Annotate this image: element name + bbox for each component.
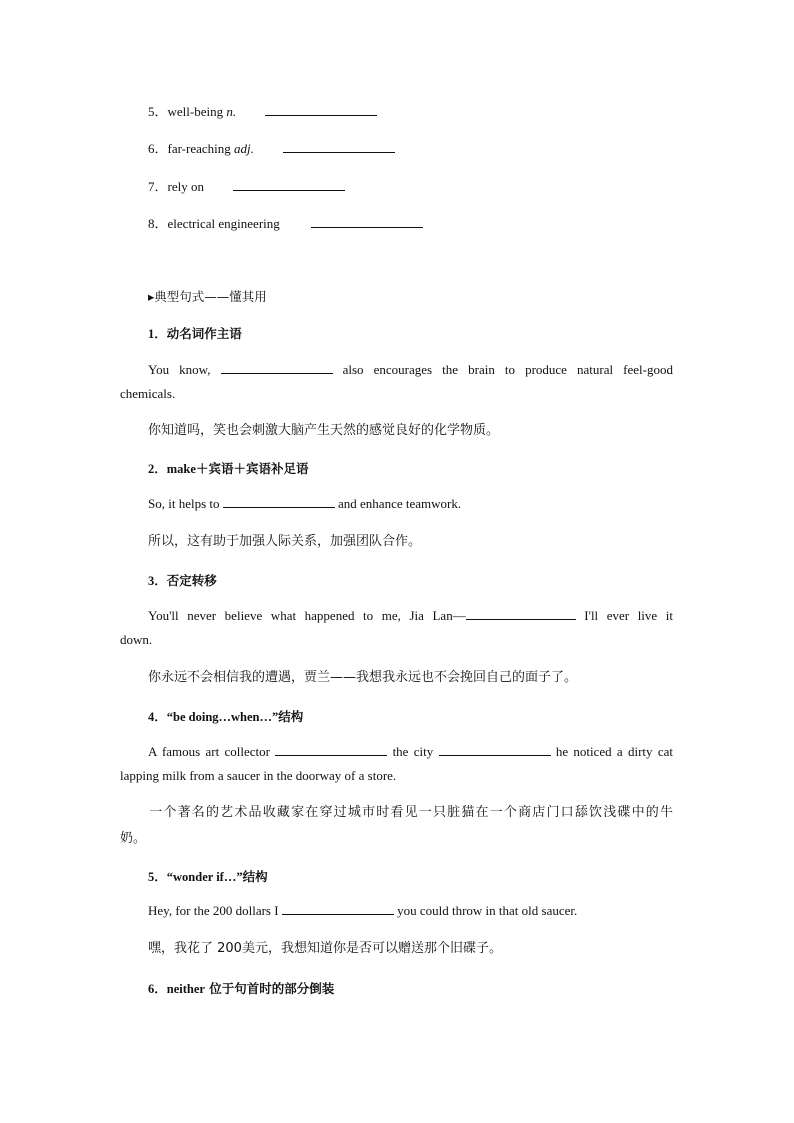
item-title: 动名词作主语: [166, 326, 242, 341]
vocab-number: 6．: [148, 141, 168, 156]
vocab-pos: adj.: [234, 141, 254, 156]
item-heading: [148, 571, 217, 589]
item-number: 6．: [148, 982, 167, 996]
item-title-en: “be doing…when…”: [166, 710, 279, 724]
english-sentence: A famous art collector the city he noticed a dirty cat lapping milk from a saucer in the doorway of a store.: [120, 744, 673, 783]
item-title: 结构: [278, 709, 304, 724]
answer-blank[interactable]: [233, 178, 345, 191]
answer-blank[interactable]: [283, 140, 395, 153]
vocab-word: far-reaching: [167, 141, 231, 156]
item-number: 1．: [148, 327, 167, 341]
vocab-word: well-being: [167, 104, 224, 119]
item-title-en: neither: [166, 982, 205, 996]
chinese-translation: 所以，这有助于加强人际关系，加强团队合作。: [148, 534, 422, 549]
answer-blank[interactable]: [275, 743, 387, 756]
answer-blank[interactable]: [221, 361, 333, 374]
english-sentence: So, it helps to and enhance teamwork.: [148, 496, 462, 511]
vocab-item: [148, 213, 423, 232]
chinese-translation: 嘿，我花了 200美元，我想知道你是否可以赠送那个旧碟子。: [148, 941, 502, 956]
item-heading: [148, 324, 242, 342]
chinese-translation: 你永远不会相信我的遭遇，贾兰——我想我永远也不会挽回自己的面子了。: [148, 670, 578, 685]
chinese-translation: 你知道吗，笑也会刺激大脑产生天然的感觉良好的化学物质。: [148, 423, 500, 438]
answer-blank[interactable]: [265, 103, 377, 116]
answer-blank[interactable]: [466, 607, 576, 620]
item-title: 结构: [242, 869, 268, 884]
item-title: ＋宾语＋宾语补足语: [195, 461, 309, 476]
vocab-word: electrical engineering: [167, 216, 280, 231]
english-sentence: Hey, for the 200 dollars I you could throw in that old saucer.: [148, 903, 578, 918]
item-number: 4．: [148, 710, 167, 724]
item-heading: [148, 459, 308, 477]
vocab-number: 7．: [148, 179, 168, 194]
item-heading: [148, 707, 303, 725]
answer-blank[interactable]: [223, 495, 335, 508]
vocab-item: [148, 176, 345, 195]
vocab-item: [148, 138, 395, 157]
vocab-pos: n.: [226, 104, 237, 119]
english-sentence: You'll never believe what happened to me, Jia Lan— I'll ever live it down.: [120, 608, 673, 647]
item-title-en: make: [166, 462, 196, 476]
item-title: 否定转移: [166, 573, 217, 588]
item-number: 5．: [148, 870, 167, 884]
answer-blank[interactable]: [439, 743, 551, 756]
item-heading: [148, 867, 268, 885]
answer-blank[interactable]: [282, 902, 394, 915]
item-heading: [148, 979, 334, 997]
vocab-number: 5．: [148, 104, 168, 119]
vocab-number: 8．: [148, 216, 168, 231]
item-number: 3．: [148, 574, 167, 588]
chinese-translation: 一个著名的艺术品收藏家在穿过城市时看见一只脏猫在一个商店门口舔饮浅碟中的牛 奶。: [120, 805, 673, 846]
section-title: ▸典型句式——懂其用: [148, 289, 267, 304]
vocab-word: rely on: [167, 179, 204, 194]
item-title-en: “wonder if…”: [166, 870, 243, 884]
answer-blank[interactable]: [311, 215, 423, 228]
vocab-item: [148, 101, 377, 120]
item-title: 位于句首时的部分倒装: [204, 981, 335, 996]
english-sentence: You know, also encourages the brain to produce natural feel-good chemicals.: [120, 362, 673, 401]
item-number: 2．: [148, 462, 167, 476]
